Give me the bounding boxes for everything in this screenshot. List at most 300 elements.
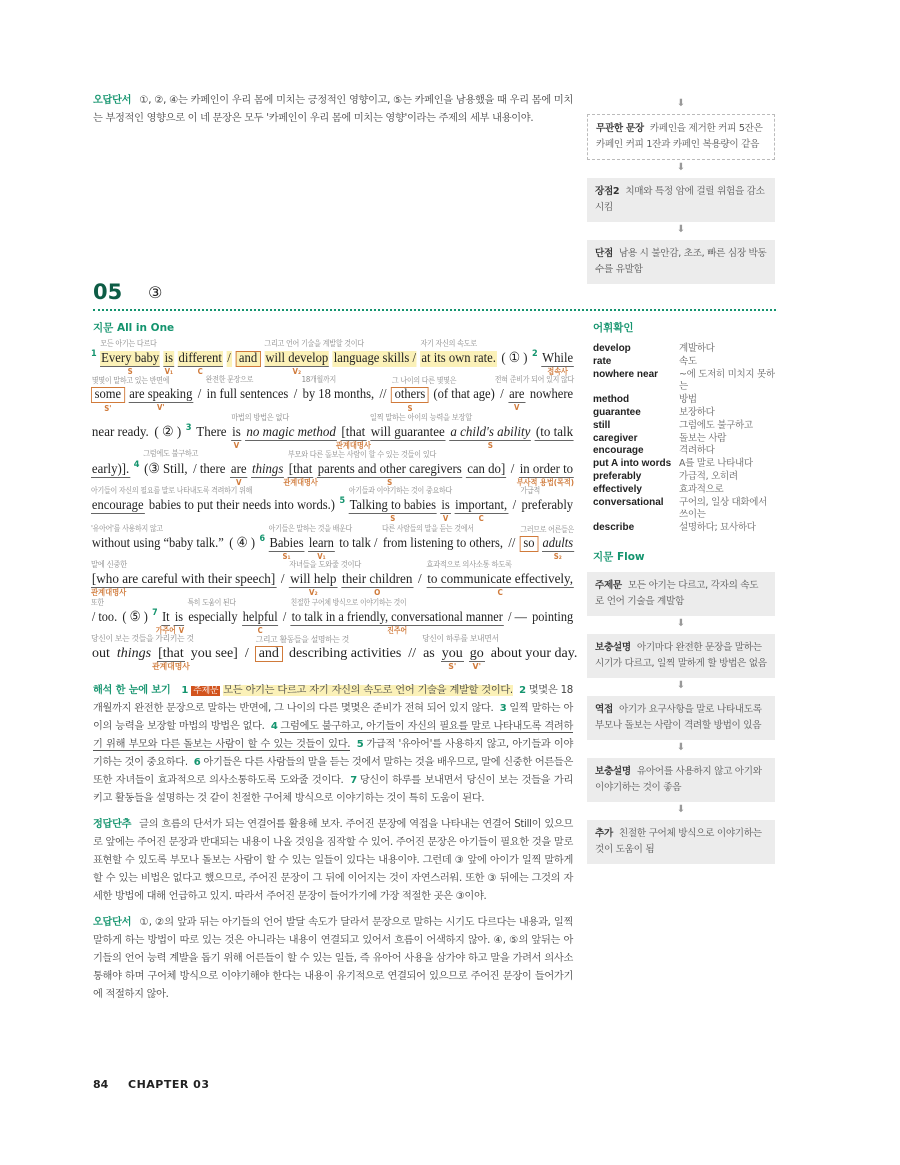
vocab-word: nowhere near	[593, 368, 659, 380]
answer-clue-label: 정답단추	[93, 819, 132, 830]
passage-phrase	[317, 462, 463, 487]
top-flow-chart	[587, 96, 775, 284]
passage-line	[91, 339, 574, 376]
passage-phrase	[91, 524, 225, 552]
passage-phrase	[535, 425, 574, 441]
flow-box-text: 아기마다 완전한 문장을 말하는 시기가 다르고, 일찍 말하게 할 방법은 없음	[595, 641, 767, 669]
phrase-text: without using “baby talk.”	[91, 536, 224, 551]
grammar-tag: S	[387, 478, 393, 487]
chapter-label: CHAPTER 03	[128, 1078, 210, 1091]
phrase-text: There	[196, 425, 227, 440]
passage-phrase	[529, 387, 574, 403]
korean-gloss: 18개월까지	[301, 375, 337, 384]
flow-box-label: 무관한 문장	[596, 123, 644, 134]
vocab-item	[593, 343, 777, 356]
phrase-text: things	[116, 646, 152, 661]
passage-phrase	[290, 598, 504, 635]
passage-phrase	[242, 610, 279, 635]
arrow-down-icon: ⬇	[676, 803, 686, 815]
flow-box-text: 유아어를 사용하지 않고 아기와 이야기하는 것이 좋음	[595, 765, 762, 793]
vocab-word: method	[593, 394, 630, 406]
vocab-item	[593, 433, 777, 446]
phrase-text: different	[178, 351, 222, 366]
passage-phrase	[192, 462, 226, 478]
sentence-number: 3	[499, 703, 507, 714]
passage-phrase	[469, 646, 485, 671]
flow-box	[587, 820, 775, 864]
phrase-text: and	[258, 646, 279, 661]
passage-phrase	[301, 375, 375, 403]
passage-phrase	[441, 646, 464, 671]
flow-box-label: 보충설명	[595, 765, 631, 777]
passage-line	[91, 634, 578, 671]
vocab-meaning: 가급적, 오히려	[679, 470, 738, 482]
passage-line	[91, 449, 575, 487]
phrase-text: in order to	[519, 462, 574, 477]
vocab-list	[593, 343, 777, 535]
passage-phrase	[91, 462, 130, 478]
phrase-text: can do]	[467, 462, 506, 477]
grammar-tag: 관계대명사	[335, 441, 371, 450]
vocab-item	[593, 471, 777, 484]
grammar-tag: 관계대명사	[152, 662, 190, 671]
vocab-meaning: 격려하다	[679, 445, 715, 457]
phrase-text: by 18 months,	[302, 387, 375, 402]
vocab-item	[593, 369, 777, 395]
flow-box-label: 역접	[595, 703, 613, 715]
passage-phrase	[542, 536, 574, 561]
phrase-text: others	[394, 387, 426, 402]
phrase-text: go	[469, 646, 484, 661]
passage-phrase	[449, 425, 531, 450]
passage-phrase	[516, 462, 575, 487]
phrase-text: from listening to others,	[382, 536, 504, 551]
explanation-stack	[93, 682, 573, 1012]
phrase-text: /	[280, 572, 285, 587]
arrow-down-icon: ⬇	[676, 679, 686, 691]
vocab-word: conversational	[593, 496, 664, 508]
top-wrong-clue-label: 오답단서	[93, 95, 132, 106]
grammar-tag: S'	[104, 404, 112, 413]
phrase-text: /	[197, 387, 202, 402]
phrase-text: learn	[308, 536, 334, 551]
passage-phrase	[512, 498, 517, 514]
passage-phrase	[164, 351, 174, 376]
grammar-tag: V	[233, 441, 240, 450]
grammar-tag: 가주어	[155, 626, 176, 635]
vocab-meaning: A를 말로 나타내다	[679, 458, 753, 470]
vocab-item	[593, 458, 777, 471]
sentence-number: 7	[350, 775, 357, 786]
answer-clue-text: 글의 흐름의 단서가 되는 연결어를 활용해 보자. 주어진 문장에 역접을 나타내는 연결어 Still이 있으므로 앞에는 주어진 문장과 반대되는 내용이 나올 것임을 짐작할 수 있어. 주어진 문장은 아기들이 필요한 것을 말로 표현할 수 있도록 부모나 돌보는 사람이 할 수 있는 일들이 있다는 내용이야. 그런데 ③ 앞에 아이가 일찍 말하게 할 수 있는 비법은 없다고 했으므로, 주어진 문장이 그 뒤에 이어지는 것이 자연스러워. 또한 ③ 뒤에는 그것의 자세한 방법에 대해 언급하고 있지. 따라서 주어진 문장이 들어가기에 가장 적절한 곳은 ③이야.	[93, 819, 573, 902]
passage-phrase	[143, 449, 199, 478]
grammar-tag: S	[127, 367, 133, 376]
phrase-text: ( ⑤ )	[122, 610, 148, 625]
phrase-text: is	[441, 498, 450, 513]
passage-phrase	[226, 351, 231, 367]
passage-phrase	[152, 646, 190, 671]
korean-gloss: 아기들은 말하는 것을 배운다	[268, 524, 353, 533]
passage-phrase	[407, 646, 417, 662]
phrase-text: so	[523, 536, 535, 551]
passage-line	[91, 524, 574, 561]
phrase-text: in full sentences	[206, 387, 289, 402]
vocab-item	[593, 445, 777, 458]
korean-gloss: 효과적으로 의사소통 하도록	[426, 560, 512, 569]
grammar-tag: V₁	[317, 552, 326, 561]
grammar-tag: S'	[448, 662, 457, 671]
passage-flow-chart	[587, 572, 777, 864]
phrase-text: is	[164, 351, 174, 366]
grammar-tag: S	[487, 441, 493, 450]
phrase-text: //	[408, 646, 417, 661]
passage-phrase	[100, 339, 160, 376]
grammar-tag: 관계대명사	[91, 588, 127, 597]
translation-sentence: 몇몇은 18개월까지 완전한 문장으로 말하는 반면에, 그 나이의 다른 몇몇은 준비가 전혀 되어 있지 않다.	[93, 685, 573, 714]
phrase-text: It	[162, 610, 170, 625]
flow-box-text: 남용 시 불안감, 초조, 빠른 심장 박동수를 유발함	[595, 248, 767, 275]
korean-gloss: 몇몇이 말하고 있는 반면에	[91, 376, 170, 385]
phrase-text: will help	[290, 572, 337, 587]
flow-heading: 지문 Flow	[593, 550, 645, 563]
phrase-text: at its own rate.	[421, 351, 496, 366]
vocab-meaning: 방법	[679, 394, 697, 406]
arrow-down-icon: ⬇	[676, 617, 686, 629]
grammar-tag: V	[178, 626, 185, 635]
passage-phrase	[280, 572, 286, 588]
phrase-text: pointing	[532, 610, 574, 625]
passage-phrase	[289, 560, 362, 597]
grammar-tag: 관계대명사	[283, 478, 318, 487]
grammar-tag: V	[235, 478, 242, 487]
passage-phrase	[531, 610, 574, 626]
phrase-text: /	[244, 646, 249, 661]
sentence-number: 1	[91, 349, 97, 359]
korean-gloss: 부모와 다른 돌보는 사람이 할 수 있는 것들이 있다	[287, 450, 437, 459]
translation-sentence: 당신이 하루를 보내면서 당신이 보는 것들을 가리키고 활동들을 설명하는 것 같이 친절한 구어체 방식으로 이야기하는 것이 특히 도움이 된다.	[93, 775, 573, 804]
korean-gloss: 그리고 활동들을 설명하는 것	[255, 635, 350, 644]
grammar-tag: V	[442, 514, 449, 523]
phrase-text: are	[509, 387, 525, 402]
translation-sentence: 일찍 말하는 아이의 능력을 보장할 마법의 방법은 없다.	[93, 703, 574, 732]
passage-phrase	[454, 498, 508, 523]
korean-gloss: 그러므로 어른들은	[520, 525, 574, 534]
grammar-tag: V'	[157, 403, 165, 412]
phrase-text: some	[94, 387, 122, 402]
phrase-text: is	[174, 610, 184, 625]
passage-phrase	[499, 387, 504, 403]
vocab-word: develop	[593, 343, 631, 354]
translation-sentence: 모든 아기는 다르고 자기 자신의 속도로 언어 기술을 계발할 것이다.	[223, 685, 513, 696]
vocab-meaning: 설명하다; 묘사하다	[679, 522, 756, 534]
passage-phrase	[187, 598, 238, 626]
korean-gloss: 그 나이의 다른 몇몇은	[391, 376, 457, 385]
sentence-number: 6	[259, 534, 266, 544]
passage-phrase	[426, 560, 574, 597]
grammar-tag: 부사적 용법(목적)	[516, 478, 575, 487]
passage-phrase	[466, 462, 506, 478]
flow-box	[587, 758, 775, 802]
passage-phrase	[379, 387, 388, 403]
wrong-clue	[93, 914, 573, 1004]
sentence-number: 3	[185, 423, 192, 433]
sentence-number: 5	[356, 739, 364, 750]
grammar-tag: O	[374, 588, 381, 597]
phrase-text: [that	[288, 462, 313, 477]
passage-phrase	[148, 498, 336, 514]
phrase-text: things	[252, 462, 284, 477]
phrase-text: to talk in a friendly, conversational manner	[291, 610, 503, 625]
phrase-text: out	[92, 646, 110, 661]
korean-gloss: 아기들과 이야기하는 것이 중요하다	[348, 486, 452, 495]
passage-phrase	[153, 424, 182, 441]
passage-line	[91, 486, 574, 523]
korean-gloss: 마법의 방법은 없다	[231, 413, 289, 422]
flow-box-text: 친절한 구어체 방식으로 이야기하는 것이 도움이 됨	[595, 827, 762, 855]
passage-phrase	[433, 387, 496, 403]
sentence-number: 7	[152, 608, 158, 618]
phrase-text: and	[238, 351, 258, 366]
phrase-text: encourage	[91, 498, 144, 513]
grammar-tag: S₂	[553, 552, 562, 561]
vocab-word: put A into words	[593, 458, 672, 470]
passage-line	[91, 413, 574, 450]
page-number: 84	[93, 1078, 109, 1091]
phrase-text: (of that age)	[433, 387, 495, 402]
translation-sentence: 가급적 '유아어'를 사용하지 않고, 아기들과 이야기하는 것이 중요하다.	[93, 739, 573, 768]
phrase-text: / too.	[91, 610, 118, 625]
grammar-tag: S	[390, 514, 396, 523]
arrow-down-icon: ⬇	[676, 224, 686, 235]
passage-phrase	[333, 351, 417, 367]
translation-paragraph	[93, 682, 573, 808]
translation-sentence: 아기들은 다른 사람들의 말을 듣는 것에서 말하는 것을 배우므로, 말에 신중한 어른들은 또한 자녀들이 효과적으로 의사소통하도록 도와줄 것이다.	[93, 757, 573, 786]
passage-line	[91, 560, 574, 597]
passage-phrase	[308, 536, 335, 561]
korean-gloss: 일찍 말하는 아이의 능력을 보장할	[369, 413, 472, 422]
phrase-text: helpful	[242, 610, 278, 625]
korean-gloss: 전혀 준비가 되어 있지 않다	[494, 375, 575, 384]
passage-phrase	[190, 646, 239, 662]
question-answer: ③	[148, 283, 163, 302]
sentence-number: 4	[133, 460, 140, 470]
passage-phrase	[490, 646, 579, 662]
phrase-text: will develop	[265, 351, 329, 366]
vocab-item	[593, 407, 777, 420]
passage-line	[91, 598, 574, 635]
vocab-meaning: 속도	[679, 355, 697, 367]
flow-box	[587, 634, 775, 678]
phrase-text: their children	[342, 572, 413, 587]
translation-label: 해석 한 눈에 보기	[93, 685, 171, 696]
phrase-text: preferably	[521, 498, 574, 513]
grammar-tag: 진주어	[387, 626, 408, 635]
passage-phrase	[91, 560, 276, 597]
phrase-text: about your day.	[490, 646, 578, 661]
vocab-item	[593, 420, 777, 433]
phrase-text: adults	[542, 536, 574, 551]
passage-phrase	[500, 350, 528, 367]
phrase-text: Talking to babies	[349, 498, 437, 513]
passage-phrase	[341, 572, 413, 597]
passage-phrase	[282, 610, 287, 626]
phrase-text: /	[512, 498, 517, 513]
korean-gloss: 완전한 문장으로	[205, 375, 254, 384]
grammar-tag: C	[257, 626, 263, 635]
top-wrong-clue	[93, 92, 573, 128]
phrase-text: / —	[508, 610, 527, 625]
flow-box-label: 주제문	[595, 579, 622, 591]
passage-phrase	[264, 339, 364, 376]
vocab-meaning: 보장하다	[679, 406, 715, 418]
korean-gloss: 가급적	[520, 486, 541, 495]
passage-phrase	[245, 425, 336, 441]
phrase-text: /	[282, 610, 287, 625]
passage-phrase	[541, 351, 574, 376]
flow-box-text: 치매와 특정 암에 걸릴 위험을 감소시킴	[595, 186, 765, 213]
grammar-tag: C	[478, 514, 484, 523]
flow-box-text: 모든 아기는 다르고, 각자의 속도로 언어 기술을 계발함	[595, 579, 759, 607]
flow-box	[587, 240, 775, 284]
phrase-text: [that	[341, 425, 366, 440]
phrase-text: are speaking	[129, 387, 193, 402]
vocab-item	[593, 497, 777, 523]
korean-gloss: 당신이 보는 것들을 가리키는 것	[91, 634, 194, 643]
phrase-text: babies to put their needs into words.)	[148, 498, 336, 513]
boxed-connector	[391, 376, 457, 413]
phrase-text: language skills /	[333, 351, 416, 366]
passage-phrase	[91, 598, 118, 626]
korean-gloss: 그럼에도 불구하고	[143, 449, 199, 458]
sentence-number: 2	[531, 349, 538, 359]
phrase-text: /	[227, 351, 231, 366]
korean-gloss: 말에 신중한	[91, 560, 127, 569]
grammar-tag: V₁	[164, 367, 174, 376]
vocab-item	[593, 356, 777, 369]
korean-gloss: 당신이 하루를 보내면서	[422, 634, 499, 643]
vocab-heading: 어휘확인	[593, 322, 634, 334]
grammar-tag: C	[497, 588, 503, 597]
passage-phrase	[244, 646, 250, 662]
vocab-item	[593, 394, 777, 407]
boxed-connector	[235, 351, 261, 367]
vocab-meaning: 구어의, 일상 대화에서 쓰이는	[679, 496, 768, 521]
grammar-tag: V'	[472, 662, 481, 671]
phrase-text: nowhere	[529, 387, 574, 402]
phrase-text: parents and other caregivers	[317, 462, 462, 477]
right-column	[587, 320, 777, 864]
arrow-down-icon: ⬇	[676, 98, 686, 109]
phrase-text: /	[510, 462, 515, 477]
arrow-down-icon: ⬇	[676, 741, 686, 753]
passage-phrase	[197, 387, 202, 403]
flow-box	[587, 696, 775, 740]
flow-box	[587, 572, 775, 616]
korean-gloss: 그리고 언어 기술을 계발할 것이다	[264, 339, 364, 348]
grammar-tag: V₂	[292, 367, 302, 376]
wrong-clue-label: 오답단서	[93, 917, 132, 928]
grammar-tag: 접속사	[547, 367, 568, 376]
vocab-item	[593, 522, 777, 535]
passage-phrase	[381, 524, 504, 552]
phrase-text: [that	[158, 646, 184, 661]
vocab-word: describe	[593, 522, 635, 534]
passage-line	[91, 375, 575, 413]
passage-phrase	[205, 375, 289, 403]
phrase-text: (to talk	[535, 425, 574, 440]
phrase-text: a child's ability	[450, 425, 531, 440]
sentence-number: 5	[339, 496, 346, 506]
passage-phrase	[174, 610, 185, 635]
korean-gloss: 자기 자신의 속도로	[420, 339, 477, 348]
grammar-tag: C	[197, 367, 203, 376]
flow-box-label: 추가	[595, 827, 613, 839]
vocab-meaning: 효과적으로	[679, 483, 724, 495]
phrase-text: //	[379, 387, 387, 402]
grammar-tag: V	[514, 403, 520, 412]
passage-phrase	[369, 413, 472, 441]
vocab-meaning: ~에 도저히 미치지 못하는	[679, 368, 775, 393]
flow-box-label: 단점	[595, 248, 613, 259]
phrase-text: as	[423, 646, 435, 661]
flow-box	[587, 114, 775, 160]
passage-phrase	[116, 646, 152, 662]
phrase-text: /	[293, 387, 298, 402]
section-divider	[93, 309, 776, 311]
phrase-text: /	[500, 387, 504, 402]
korean-gloss: 특히 도움이 된다	[187, 598, 236, 607]
question-number: 05	[93, 280, 123, 304]
passage-phrase	[128, 387, 193, 412]
sentence-number: 1	[181, 685, 189, 696]
passage-phrase	[231, 413, 289, 450]
passage-phrase	[417, 572, 423, 588]
passage-heading: 지문 All in One	[93, 322, 175, 334]
phrase-text: / there	[193, 462, 226, 477]
topic-sentence-badge: 주제문	[193, 686, 219, 696]
passage-phrase	[293, 387, 298, 403]
vocab-word: guarantee	[593, 406, 641, 418]
passage-phrase	[520, 486, 574, 514]
passage-phrase	[335, 425, 371, 450]
passage-phrase	[228, 535, 256, 552]
sentence-number: 6	[193, 757, 201, 768]
phrase-text: to communicate effectively,	[427, 572, 574, 587]
korean-gloss: '유아어'를 사용하지 않고	[91, 524, 163, 533]
vocab-meaning: 그럼에도 불구하고	[679, 419, 753, 431]
phrase-text: ( ① )	[501, 351, 528, 366]
top-wrong-clue-text: ①, ②, ④는 카페인이 우리 몸에 미치는 긍정적인 영향이고, ⑤는 카페인을 남용했을 때 우리 몸에 미치는 부정적인 영향으로 이 네 문장은 모두 '카페인이 우리 몸에 미치는 영향'이라는 주제의 세부 내용이야.	[93, 95, 573, 124]
flow-box-text: 아기가 요구사항을 말로 나타내도록 부모나 돌보는 사람이 격려할 방법이 있음	[595, 703, 762, 731]
passage-phrase	[420, 339, 496, 367]
korean-gloss: 친절한 구어체 방식으로 이야기하는 것이	[290, 598, 407, 607]
vocab-meaning: 계발하다	[679, 343, 715, 354]
phrase-text: While	[542, 351, 574, 366]
sentence-number: 2	[519, 685, 526, 696]
phrase-text: Every baby	[101, 351, 160, 366]
vocab-meaning: 돌보는 사람	[679, 432, 727, 444]
passage-phrase	[440, 498, 450, 523]
phrase-text: early)].	[91, 462, 130, 477]
vocab-word: still	[593, 419, 611, 431]
phrase-text: ( ② )	[154, 425, 182, 440]
vocab-word: caregiver	[593, 432, 638, 444]
passage-phrase	[510, 462, 515, 478]
flow-box-text: 카페인을 제거한 커피 5잔은 카페인 커피 1잔과 카페인 복용량이 같음	[596, 123, 763, 150]
phrase-text: describing activities	[288, 646, 402, 661]
passage-phrase	[251, 462, 284, 478]
passage-phrase	[338, 536, 378, 552]
